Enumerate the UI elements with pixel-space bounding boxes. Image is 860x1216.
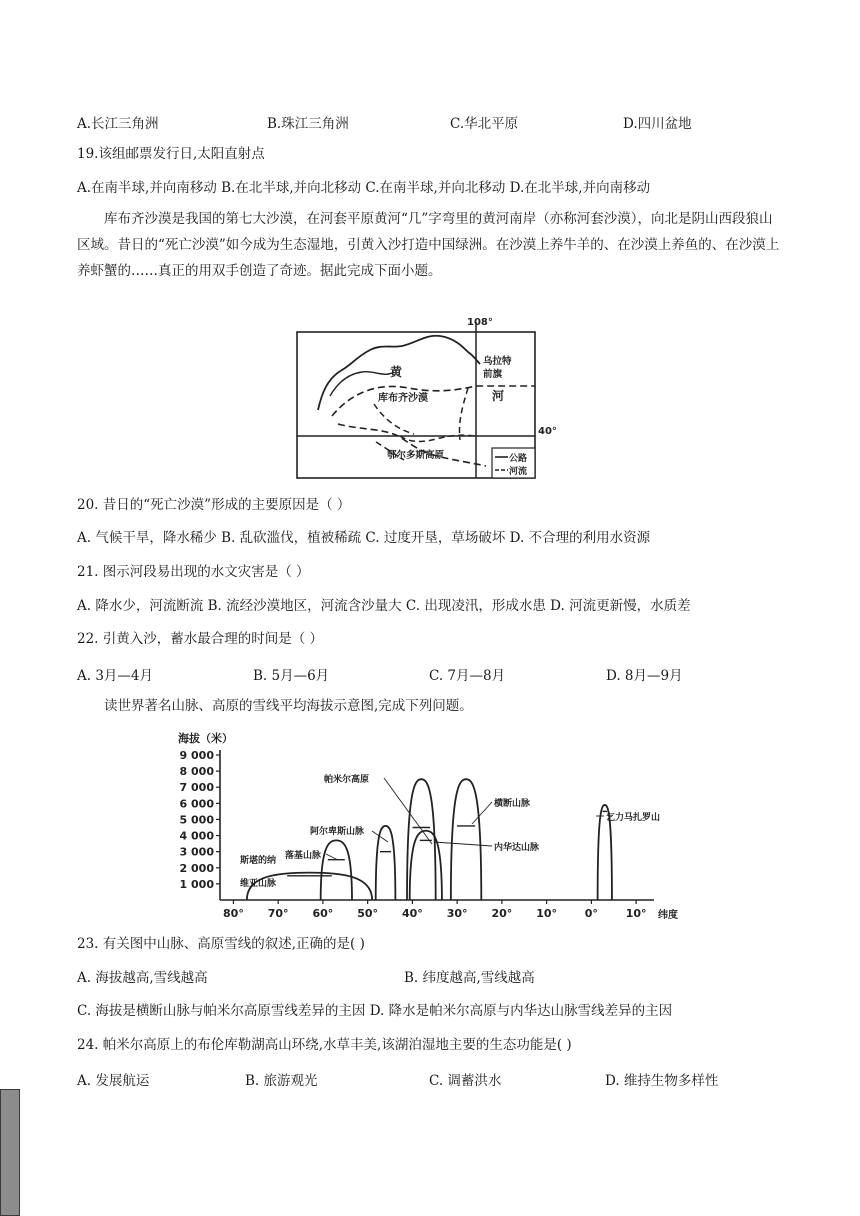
mountain-profile xyxy=(407,779,436,900)
label-kilimanjaro: 乞力马扎罗山 xyxy=(606,813,661,823)
map-label-city-2: 前旗 xyxy=(483,369,503,380)
passage-snowline: 读世界著名山脉、高原的雪线平均海拔示意图,完成下列问题。 xyxy=(104,698,473,714)
q19-stem: 19.该组邮票发行日,太阳直射点 xyxy=(77,146,265,162)
dashed-road-4 xyxy=(459,388,468,440)
q22-stem: 22. 引黄入沙，蓄水最合理的时间是（ ） xyxy=(77,631,324,647)
y-tick-label: 9 000 xyxy=(179,749,214,762)
label-pamir: 帕米尔高原 xyxy=(324,775,370,785)
y-tick-label: 2 000 xyxy=(179,861,214,875)
q18-option-b: B.珠江三角洲 xyxy=(267,116,349,132)
q23-options-cd: C. 海拔是横断山脉与帕米尔高原雪线差异的主因 D. 降水是帕米尔高原与内华达山脉雪线差异的主因 xyxy=(77,1003,673,1019)
q24-option-c: C. 调蓄洪水 xyxy=(429,1073,502,1089)
label-rocky: 落基山脉 xyxy=(285,851,322,861)
x-tick-label: 80° xyxy=(223,907,244,920)
mountain-profile xyxy=(451,779,481,900)
q24-stem: 24. 帕米尔高原上的布伦库勒湖高山环绕,水草丰美,该湖泊湿地主要的生态功能是( ) xyxy=(77,1037,572,1053)
legend-river-label: 河流 xyxy=(509,467,528,477)
q18-option-d: D.四川盆地 xyxy=(623,116,692,132)
map-label-he: 河 xyxy=(492,389,505,403)
map-label-city-1: 乌拉特 xyxy=(483,356,512,367)
mountain-profile xyxy=(376,826,396,900)
x-tick-label: 50° xyxy=(357,907,379,920)
passage-kubuqi: 库布齐沙漠是我国的第七大沙漠，在河套平原黄河“几”字弯里的黄河南岸（亦称河套沙漠），向北是阴山西段狼山区域。昔日的“死亡沙漠”如今成为生态湿地，引黄入沙打造中国绿洲。在沙漠上养牛羊的、在沙漠上养鱼的、在沙漠上养虾蟹的……真正的用双手创造了奇迹。据此完成下面小题。 xyxy=(77,211,780,279)
dashed-road-1 xyxy=(332,386,535,416)
y-tick-label: 7 000 xyxy=(179,781,214,795)
map-lat-label: 40° xyxy=(538,426,557,437)
q23-option-b: B. 纬度越高,雪线越高 xyxy=(404,970,535,986)
kubuqi-map xyxy=(290,312,557,482)
page-edge-tab xyxy=(0,1089,20,1216)
y-tick-label: 5 000 xyxy=(179,813,214,827)
q23-stem: 23. 有关图中山脉、高原雪线的叙述,正确的是( ) xyxy=(77,936,365,952)
map-label-huang: 黄 xyxy=(390,365,403,379)
q18-option-a: A.长江三角洲 xyxy=(77,116,159,132)
label-scandinavian-1: 斯堪的纳 xyxy=(240,856,277,866)
y-tick-label: 8 000 xyxy=(179,765,214,779)
x-tick-label: 10° xyxy=(625,907,647,920)
q22-option-c: C. 7月—8月 xyxy=(429,668,506,684)
q22-option-b: B. 5月—6月 xyxy=(253,668,330,684)
chart-xlabel: 纬度 xyxy=(658,910,678,921)
x-tick-label: 70° xyxy=(267,907,289,920)
q21-options: A. 降水少，河流断流 B. 流经沙漠地区，河流含沙量大 C. 出现凌汛，形成水患 D. 河流更新慢，水质差 xyxy=(77,598,691,614)
q18-option-c: C.华北平原 xyxy=(450,116,519,132)
q24-option-a: A. 发展航运 xyxy=(77,1073,150,1089)
y-tick-label: 1 000 xyxy=(179,877,214,891)
y-tick-label: 3 000 xyxy=(179,845,214,859)
label-scandinavian-2: 维亚山脉 xyxy=(240,879,277,889)
chart-ylabel: 海拔（米） xyxy=(178,732,233,745)
mountain-profile xyxy=(321,840,352,900)
y-tick-label: 6 000 xyxy=(179,797,214,811)
q18-options xyxy=(77,112,783,130)
q20-stem: 20. 昔日的“死亡沙漠”形成的主要原因是（ ） xyxy=(77,497,351,513)
x-tick-label: 40° xyxy=(401,907,423,920)
label-nevada: 内华达山脉 xyxy=(494,843,540,853)
label-alps: 阿尔卑斯山脉 xyxy=(310,827,365,837)
q24-option-b: B. 旅游观光 xyxy=(245,1073,318,1089)
q20-options: A. 气候干旱，降水稀少 B. 乱砍滥伐，植被稀疏 C. 过度开垦，草场破坏 D. 不合理的利用水资源 xyxy=(77,530,651,546)
map-label-desert: 库布齐沙漠 xyxy=(378,393,428,404)
q19-options: A.在南半球,并向南移动 B.在北半球,并向北移动 C.在南半球,并向北移动 D.在北半球,并向南移动 xyxy=(77,180,651,196)
leader-hengduan xyxy=(472,802,492,824)
q22-option-d: D. 8月—9月 xyxy=(606,668,683,684)
q22-option-a: A. 3月—4月 xyxy=(77,668,154,684)
map-lon-label: 108° xyxy=(467,317,493,328)
q21-stem: 21. 图示河段易出现的水文灾害是（ ） xyxy=(77,564,310,580)
mountain-profile xyxy=(410,831,442,900)
q23-option-a: A. 海拔越高,雪线越高 xyxy=(77,970,208,986)
dashed-road-3 xyxy=(374,404,414,434)
x-tick-label: 0° xyxy=(584,907,598,920)
q24-option-d: D. 维持生物多样性 xyxy=(605,1073,719,1089)
y-tick-label: 4 000 xyxy=(179,829,214,843)
x-tick-label: 20° xyxy=(491,907,513,920)
q24-options xyxy=(77,1069,783,1087)
q22-options xyxy=(77,664,783,682)
x-tick-label: 10° xyxy=(536,907,558,920)
x-tick-label: 30° xyxy=(446,907,468,920)
legend-road-label: 公路 xyxy=(509,454,528,464)
snowline-chart xyxy=(176,728,686,924)
label-hengduan: 横断山脉 xyxy=(494,799,531,809)
leader-nevada xyxy=(434,842,492,846)
x-tick-label: 60° xyxy=(312,907,334,920)
map-label-plateau: 鄂尔多斯高原 xyxy=(387,450,445,461)
